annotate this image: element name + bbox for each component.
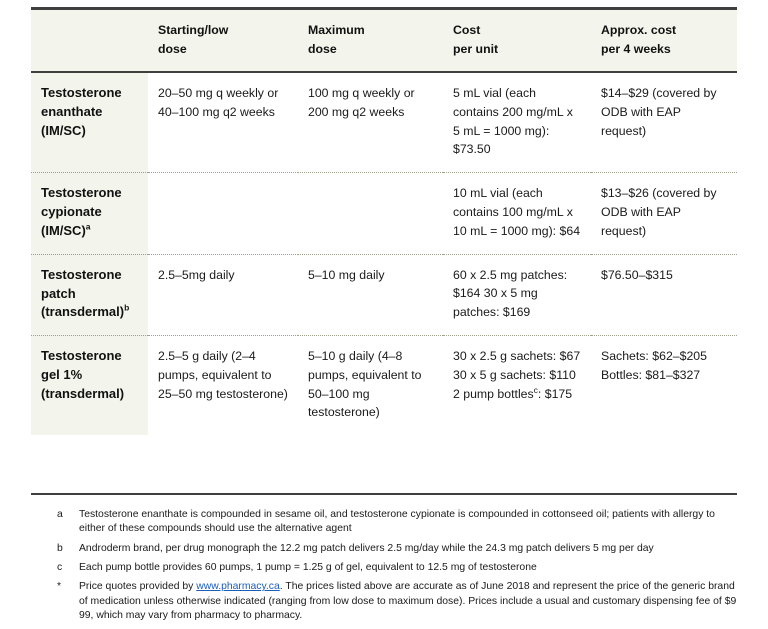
row-label-testosterone-gel bbox=[31, 336, 148, 435]
footnote-b bbox=[31, 542, 737, 556]
column-header-cost-per-unit bbox=[443, 10, 591, 72]
row-label-line3: (IM/SC) bbox=[41, 222, 86, 238]
table-row bbox=[31, 254, 737, 336]
footnote-c bbox=[31, 561, 737, 575]
cost-per-unit-line4: : $175 bbox=[537, 386, 573, 401]
row-label-line2: gel 1% bbox=[41, 367, 83, 383]
cell-starting-dose: 2.5–5 g daily (2–4 pumps, equivalent to 25–50 mg testosterone) bbox=[158, 349, 288, 401]
row-label-line2: patch bbox=[41, 285, 76, 301]
footnote-a-marker: a bbox=[57, 509, 63, 520]
footnote-b-marker: b bbox=[57, 542, 63, 554]
row-label-line1: Testosterone bbox=[41, 85, 122, 101]
table-bottom-rule bbox=[31, 493, 737, 495]
footnote-a bbox=[31, 508, 737, 537]
column-header-cost-4-weeks-line1: Approx. cost bbox=[601, 23, 677, 37]
testosterone-dosing-cost-table bbox=[31, 10, 737, 435]
cell-starting-dose: 20–50 mg q weekly or 40–100 mg q2 weeks bbox=[158, 86, 279, 120]
cell-cost-per-unit bbox=[443, 336, 591, 435]
column-header-cost-per-unit-line2: per unit bbox=[453, 41, 499, 56]
column-header-maximum-dose-line1: Maximum bbox=[308, 23, 365, 37]
column-header-cost-per-unit-line1: Cost bbox=[453, 23, 481, 37]
column-header-cost-4-weeks bbox=[591, 10, 737, 72]
cost-per-unit-line2: 30 x 5 g sachets: $110 bbox=[453, 367, 576, 382]
table-row bbox=[31, 336, 737, 435]
cell-starting-dose bbox=[148, 173, 298, 255]
column-header-maximum-dose bbox=[298, 10, 443, 72]
table-header-row bbox=[31, 10, 737, 72]
cell-cost-4-weeks: Sachets: $62–$205 Bottles: $81–$327 bbox=[601, 349, 707, 382]
row-label-testosterone-cypionate bbox=[31, 173, 148, 255]
column-header-maximum-dose-line2: dose bbox=[308, 41, 337, 56]
footnote-asterisk bbox=[31, 580, 737, 623]
cell-cost-per-unit: 5 mL vial (each contains 200 mg/mL x 5 mL = 1000 mg): $73.50 bbox=[453, 86, 573, 157]
row-label-line3: (transdermal) bbox=[41, 304, 125, 320]
row-label-line3: (transdermal) bbox=[41, 385, 125, 401]
row-label-line2: cypionate bbox=[41, 203, 102, 219]
footnote-b-text: Androderm brand, per drug monograph the 12.2 mg patch delivers 2.5 mg/day while the 24.3 mg patch delivers 5 mg per day bbox=[79, 542, 654, 554]
column-header-starting-dose-line2: dose bbox=[158, 41, 187, 56]
footnote-ref-b: b bbox=[124, 303, 130, 314]
footnotes-section bbox=[31, 508, 737, 629]
table-body bbox=[31, 72, 737, 435]
cell-cost-4-weeks: $76.50–$315 bbox=[601, 267, 673, 282]
footnote-c-marker: c bbox=[57, 562, 63, 574]
footnote-ref-a: a bbox=[85, 221, 91, 232]
column-header-starting-dose bbox=[148, 10, 298, 72]
cell-maximum-dose: 5–10 mg daily bbox=[308, 267, 385, 282]
row-label-testosterone-enanthate bbox=[31, 72, 148, 172]
pharmacy-link[interactable]: www.pharmacy.ca bbox=[196, 581, 280, 593]
footnote-text-before-link: Price quotes provided by bbox=[79, 581, 197, 593]
column-header-blank bbox=[31, 10, 148, 72]
cell-cost-per-unit: 10 mL vial (each contains 100 mg/mL x 10 mL = 1000 mg): $64 bbox=[453, 186, 581, 238]
footnote-text-after-link: . The prices listed above are accurate as of June 2018 and represent the price of the generic brand of medication unless otherwise indicated (ranging from low dose to maximum dose). Prices include a usual and customary dispensing fee of $9 99, which may vary from pharmacy to pharmacy. bbox=[79, 581, 737, 622]
row-label-line1: Testosterone bbox=[41, 266, 122, 282]
cost-per-unit-line3: 2 pump bottles bbox=[453, 386, 534, 401]
row-label-line3: (IM/SC) bbox=[41, 123, 86, 139]
cell-cost-4-weeks: $13–$26 (covered by ODB with EAP request) bbox=[601, 186, 717, 238]
cell-starting-dose: 2.5–5mg daily bbox=[158, 267, 235, 282]
table-header bbox=[31, 10, 737, 72]
footnote-asterisk-marker: * bbox=[57, 581, 62, 593]
table-row bbox=[31, 173, 737, 255]
footnote-asterisk-text bbox=[79, 580, 737, 623]
footnote-c-text: Each pump bottle provides 60 pumps, 1 pump = 1.25 g of gel, equivalent to 12.5 mg of testosterone bbox=[79, 562, 537, 574]
footnote-ref-c: c bbox=[533, 384, 538, 395]
cost-per-unit-line1: 30 x 2.5 g sachets: $67 bbox=[453, 349, 581, 364]
cell-maximum-dose: 5–10 g daily (4–8 pumps, equivalent to 50–100 mg testosterone) bbox=[308, 349, 422, 420]
row-label-line2: enanthate bbox=[41, 104, 103, 120]
cell-maximum-dose: 100 mg q weekly or 200 mg q2 weeks bbox=[308, 86, 415, 120]
table-row bbox=[31, 72, 737, 172]
cell-maximum-dose bbox=[298, 173, 443, 255]
column-header-cost-4-weeks-line2: per 4 weeks bbox=[601, 41, 671, 56]
cell-cost-4-weeks: $14–$29 (covered by ODB with EAP request) bbox=[601, 86, 717, 138]
cell-cost-per-unit: 60 x 2.5 mg patches: $164 30 x 5 mg patches: $169 bbox=[453, 267, 568, 320]
column-header-starting-dose-line1: Starting/low bbox=[158, 23, 229, 37]
row-label-line1: Testosterone bbox=[41, 185, 122, 201]
footnote-a-text: Testosterone enanthate is compounded in sesame oil, and testosterone cypionate is compounded in cottonseed oil; patients with allergy to either of these compounds should use the alternative agent bbox=[79, 509, 715, 535]
row-label-line1: Testosterone bbox=[41, 348, 122, 364]
row-label-testosterone-patch bbox=[31, 254, 148, 336]
